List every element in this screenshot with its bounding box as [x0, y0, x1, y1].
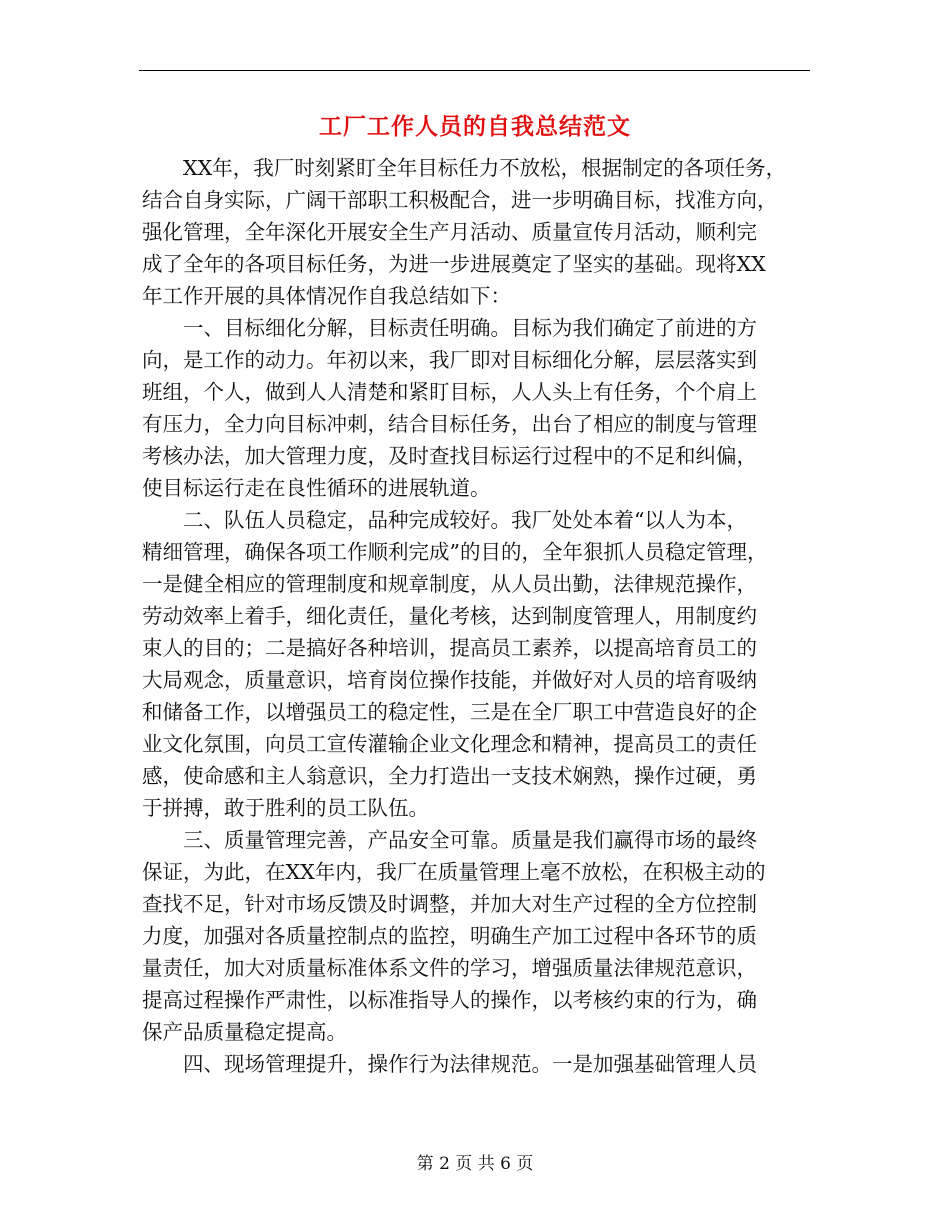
text-line: 和储备工作，以增强员工的稳定性，三是在全厂职工中营造良好的企	[142, 700, 757, 724]
text-line: 四、现场管理提升，操作行为法律规范。一是加强基础管理人员	[142, 1052, 757, 1076]
document-title: 工厂工作人员的自我总结范文	[319, 113, 631, 140]
text-line: 强化管理，全年深化开展安全生产月活动、质量宣传月活动，顺利完	[142, 220, 757, 244]
text-line: 考核办法，加大管理力度，及时查找目标运行过程中的不足和纠偏，	[142, 444, 757, 468]
text-line: 年工作开展的具体情况作自我总结如下：	[142, 284, 511, 308]
text-line: 使目标运行走在良性循环的进展轨道。	[142, 476, 491, 500]
text-line: 保证，为此，在XX年内，我厂在质量管理上毫不放松，在积极主动的	[142, 860, 766, 884]
text-line: 提高过程操作严肃性，以标准指导人的操作，以考核约束的行为，确	[142, 988, 757, 1012]
text-line: 保产品质量稳定提高。	[142, 1020, 347, 1044]
text-line: 结合自身实际，广阔干部职工积极配合，进一步明确目标，找准方向，	[142, 188, 778, 212]
text-line: 于拼搏，敢于胜利的员工队伍。	[142, 796, 429, 820]
page-number: 第 2 页 共 6 页	[416, 1154, 534, 1174]
text-line: 有压力，全力向目标冲刺，结合目标任务，出台了相应的制度与管理	[142, 412, 757, 436]
text-line: 感，使命感和主人翁意识，全力打造出一支技术娴熟，操作过硬，勇	[142, 764, 757, 788]
text-line: 精细管理，确保各项工作顺利完成”的目的，全年狠抓人员稳定管理，	[142, 540, 768, 564]
text-line: 束人的目的；二是搞好各种培训，提高员工素养，以提高培育员工的	[142, 636, 757, 660]
text-line: 查找不足，针对市场反馈及时调整，并加大对生产过程的全方位控制	[142, 892, 757, 916]
text-line: XX年，我厂时刻紧盯全年目标任力不放松，根据制定的各项任务，	[142, 156, 787, 180]
text-line: 向，是工作的动力。年初以来，我厂即对目标细化分解，层层落实到	[142, 348, 757, 372]
text-line: 二、队伍人员稳定，品种完成较好。我厂处处本着“以人为本，	[142, 508, 747, 532]
text-line: 班组，个人，做到人人清楚和紧盯目标，人人头上有任务，个个肩上	[142, 380, 757, 404]
text-line: 一、目标细化分解，目标责任明确。目标为我们确定了前进的方	[142, 316, 757, 340]
text-line: 一是健全相应的管理制度和规章制度，从人员出勤，法律规范操作，	[142, 572, 757, 596]
header-rule	[139, 70, 810, 71]
text-line: 业文化氛围，向员工宣传灌输企业文化理念和精神，提高员工的责任	[142, 732, 757, 756]
text-line: 成了全年的各项目标任务，为进一步进展奠定了坚实的基础。现将XX	[142, 252, 766, 276]
text-line: 劳动效率上着手，细化责任，量化考核，达到制度管理人，用制度约	[142, 604, 757, 628]
text-line: 大局观念，质量意识，培育岗位操作技能，并做好对人员的培育吸纳	[142, 668, 757, 692]
text-line: 力度，加强对各质量控制点的监控，明确生产加工过程中各环节的质	[142, 924, 757, 948]
text-line: 量责任，加大对质量标准体系文件的学习，增强质量法律规范意识，	[142, 956, 757, 980]
text-line: 三、质量管理完善，产品安全可靠。质量是我们赢得市场的最终	[142, 828, 757, 852]
